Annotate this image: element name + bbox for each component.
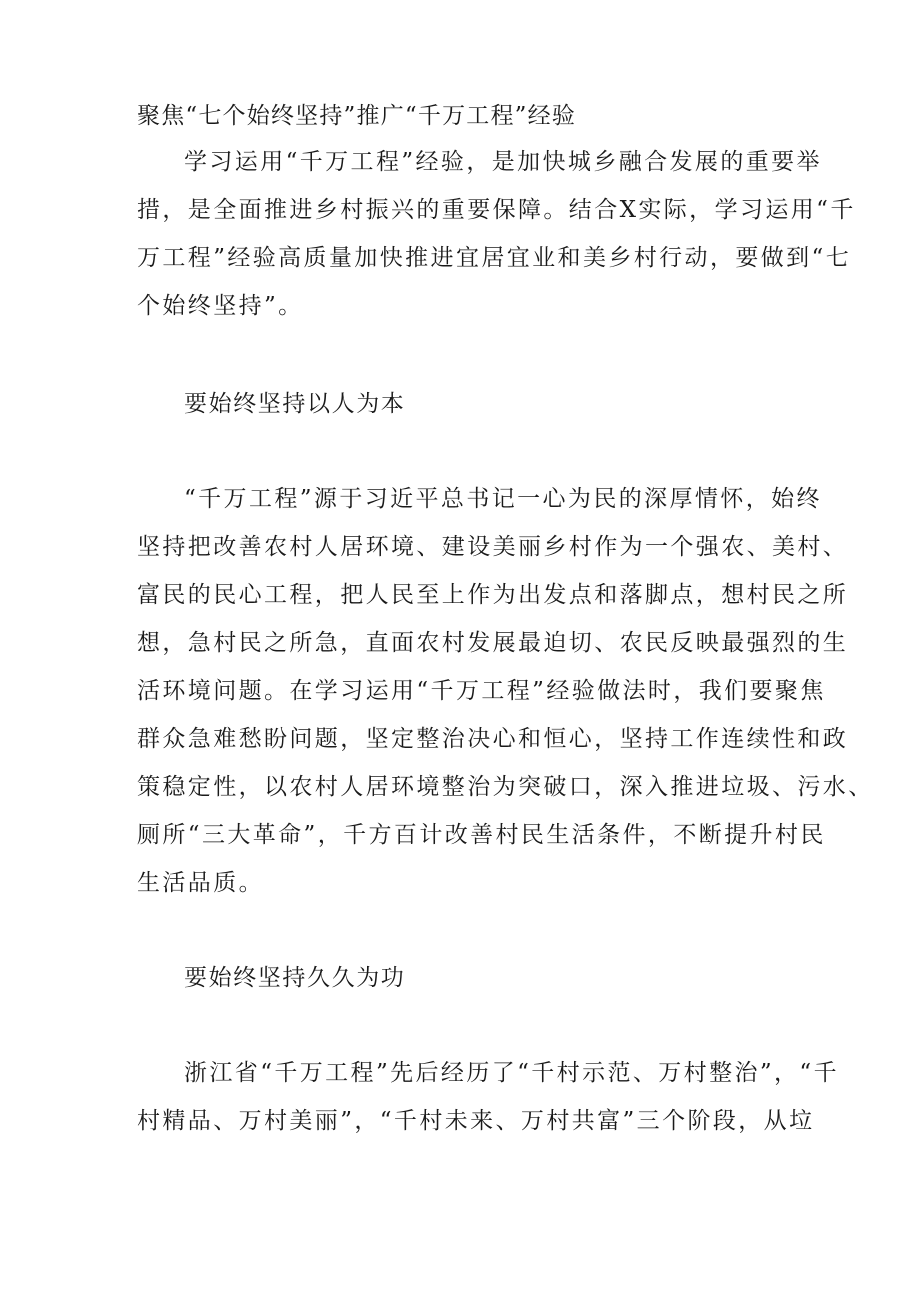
paragraph-line: 措，是全面推进乡村振兴的重要保障。结合X实际，学习运用“千 — [137, 197, 856, 223]
paragraph-line: 生活品质。 — [137, 870, 264, 896]
paragraph-line: 策稳定性，以农村人居环境整治为突破口，深入推进垃圾、污水、 — [137, 774, 874, 800]
paragraph-line: 想，急村民之所急，直面农村发展最迫切、农民反映最强烈的生 — [137, 630, 849, 656]
document-title: 聚焦“七个始终坚持”推广“千万工程”经验 — [137, 103, 577, 129]
paragraph-line: 村精品、万村美丽”，“千村未来、万村共富”三个阶段，从垃 — [137, 1108, 815, 1134]
paragraph-line: 万工程”经验高质量加快推进宜居宜业和美乡村行动，要做到“七 — [137, 245, 852, 271]
section-heading: 要始终坚持以人为本 — [184, 391, 406, 417]
paragraph-line: 个始终坚持”。 — [137, 293, 304, 319]
paragraph-line: 学习运用“千万工程”经验，是加快城乡融合发展的重要举 — [184, 149, 822, 175]
section-heading: 要始终坚持久久为功 — [184, 965, 406, 991]
paragraph-line: 厕所“三大革命”，千方百计改善村民生活条件，不断提升村民 — [137, 822, 826, 848]
paragraph-line: 富民的民心工程，把人民至上作为出发点和落脚点，想村民之所 — [137, 582, 849, 608]
paragraph-line: 群众急难愁盼问题，坚定整治决心和恒心，坚持工作连续性和政 — [137, 726, 849, 752]
paragraph-line: 活环境问题。在学习运用“千万工程”经验做法时，我们要聚焦 — [137, 678, 826, 704]
paragraph-line: 浙江省“千万工程”先后经历了“千村示范、万村整治”，“千 — [184, 1060, 839, 1086]
paragraph-line: “千万工程”源于习近平总书记一心为民的深厚情怀，始终 — [184, 486, 822, 512]
paragraph-line: 坚持把改善农村人居环境、建设美丽乡村作为一个强农、美村、 — [137, 534, 849, 560]
